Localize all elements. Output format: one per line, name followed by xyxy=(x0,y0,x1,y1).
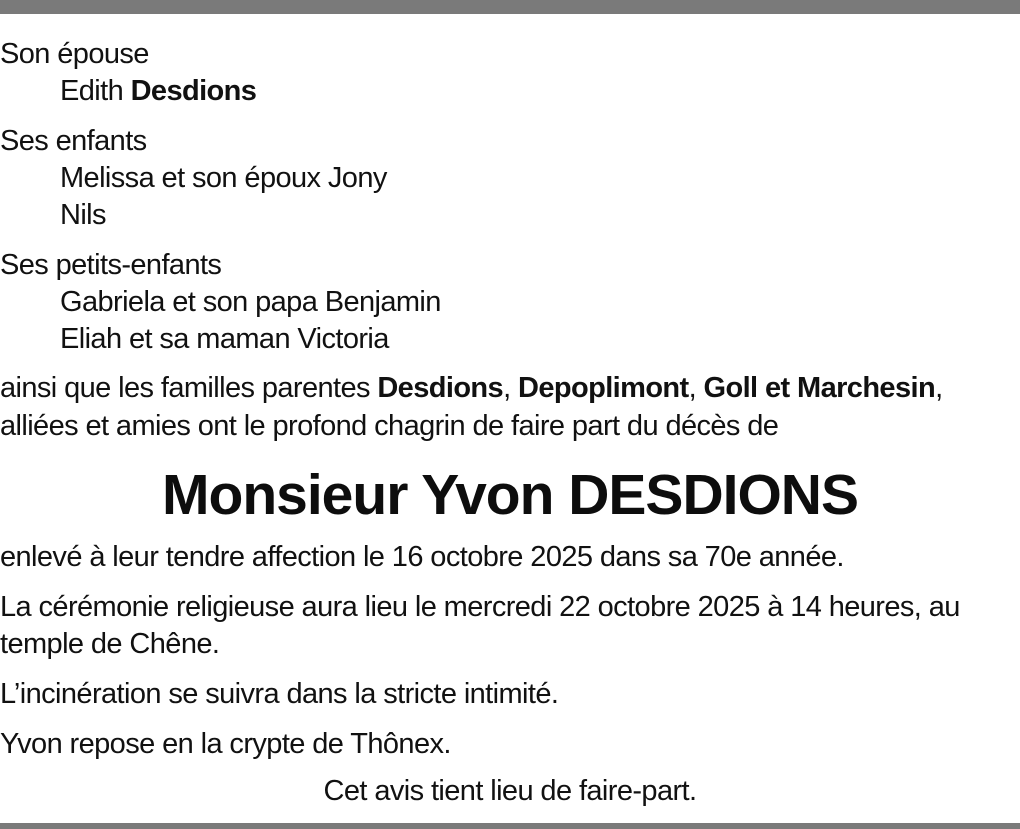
families-line xyxy=(0,370,943,406)
closing-note: Cet avis tient lieu de faire-part. xyxy=(323,775,697,807)
grandchild-name: Gabriela et son papa Benjamin xyxy=(60,286,441,318)
family-name: Desdions xyxy=(377,372,504,404)
cremation-text: L’incinération se suivra dans la stricte intimité. xyxy=(0,678,559,710)
family-name: Goll et Marchesin xyxy=(703,372,936,404)
death-text: enlevé à leur tendre affection le 16 octobre 2025 dans sa 70e année. xyxy=(0,541,844,573)
families-separator: , xyxy=(503,372,518,404)
families-separator: , xyxy=(688,372,704,404)
spouse-first-name: Edith xyxy=(60,75,124,107)
deceased-name: Monsieur Yvon DESDIONS xyxy=(162,463,858,527)
bottom-rule xyxy=(0,823,1020,829)
grandchildren-heading: Ses petits-enfants xyxy=(0,249,222,281)
spouse-surname: Desdions xyxy=(130,75,257,107)
child-name: Nils xyxy=(60,199,106,231)
children-heading: Ses enfants xyxy=(0,125,147,157)
spouse-name xyxy=(60,73,256,109)
ceremony-text-1: La cérémonie religieuse aura lieu le mercredi 22 octobre 2025 à 14 heures, au xyxy=(0,591,960,623)
families-end: , xyxy=(935,372,943,404)
families-intro: ainsi que les familles parentes xyxy=(0,372,378,404)
grandchild-name: Eliah et sa maman Victoria xyxy=(60,323,389,355)
families-line-2: alliées et amies ont le profond chagrin de faire part du décès de xyxy=(0,410,779,442)
repose-text: Yvon repose en la crypte de Thônex. xyxy=(0,728,451,760)
family-name: Depoplimont xyxy=(518,372,689,404)
child-name: Melissa et son époux Jony xyxy=(60,162,387,194)
spouse-heading: Son épouse xyxy=(0,38,149,70)
top-rule xyxy=(0,0,1020,14)
ceremony-text-2: temple de Chêne. xyxy=(0,628,220,660)
